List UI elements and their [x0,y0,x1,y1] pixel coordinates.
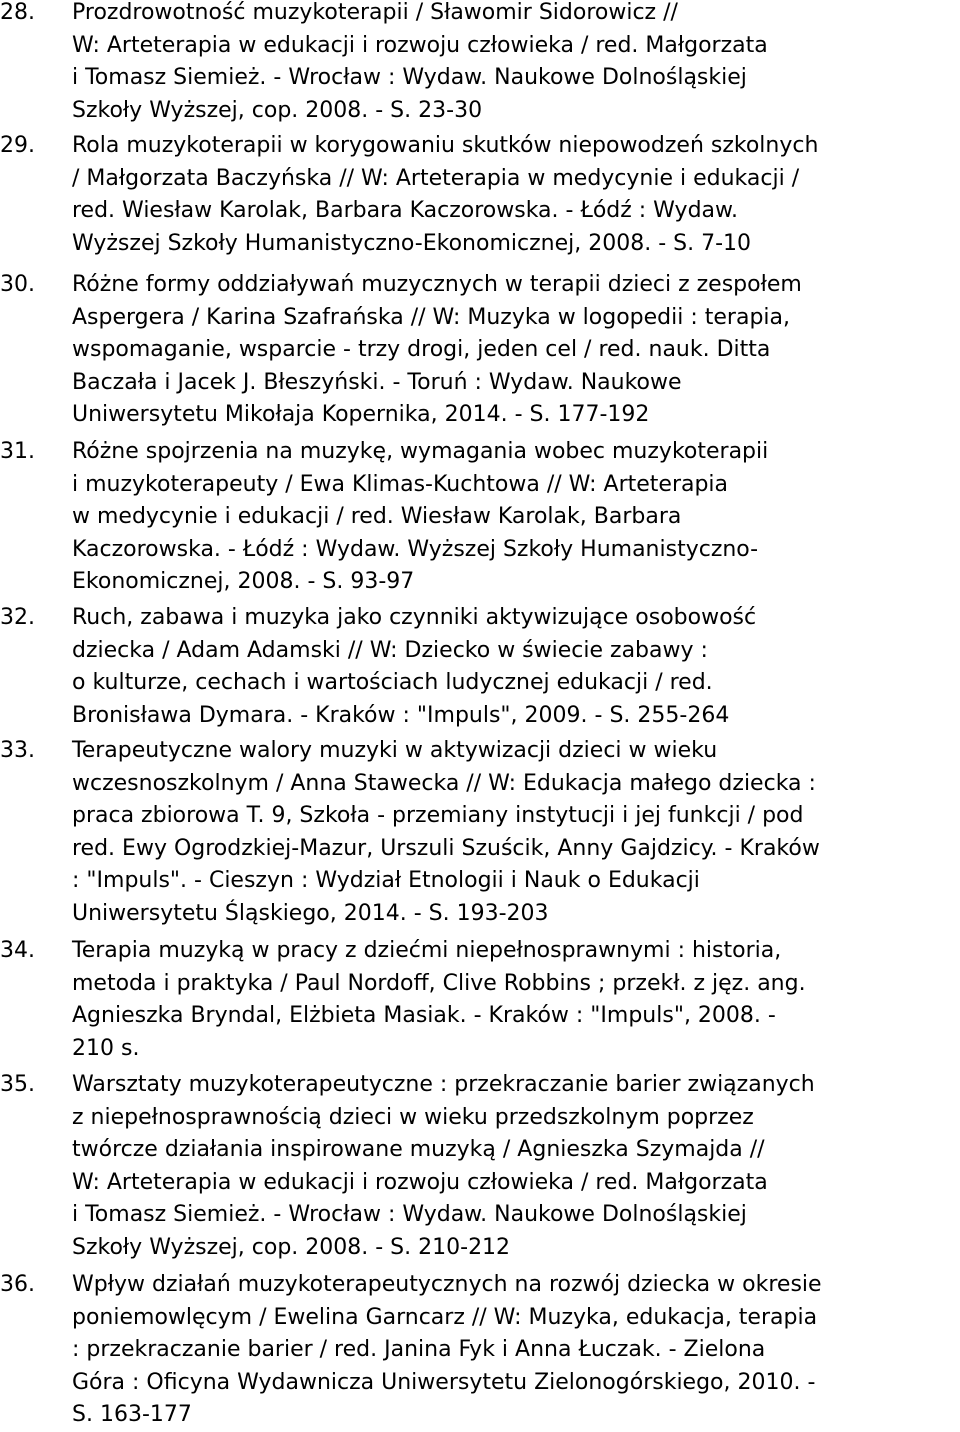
entry-line: red. Wiesław Karolak, Barbara Kaczorowska. - Łódź : Wydaw. [72,198,738,224]
entry-number: 35. [0,1072,35,1097]
entry-number: 29. [0,133,35,158]
entry-line: wspomaganie, wsparcie - trzy drogi, jeden cel / red. nauk. Ditta [72,337,771,363]
entry-number: 30. [0,272,35,297]
entry-number: 32. [0,605,35,630]
entry-number: 31. [0,439,35,464]
entry-text [72,1269,822,1432]
entry-line: 210 s. [72,1035,140,1061]
entry-line: W: Arteterapia w edukacji i rozwoju człowieka / red. Małgorzata [72,32,768,58]
entry-line: : przekraczanie barier / red. Janina Fyk i Anna Łuczak. - Zielona [72,1337,766,1363]
entry-line: o kulturze, cechach i wartościach ludycznej edukacji / red. [72,670,713,696]
entry-line: Ruch, zabawa i muzyka jako czynniki aktywizujące osobowość [72,605,757,630]
entry-line: wczesnoszkolnym / Anna Stawecka // W: Edukacja małego dziecka : [72,770,816,796]
entry-line: Warsztaty muzykoterapeutyczne : przekraczanie barier związanych [72,1072,815,1097]
entry-line: Terapeutyczne walory muzyki w aktywizacji dzieci w wieku [72,738,718,763]
entry-number: 34. [0,938,35,963]
entry-text [72,602,756,732]
entry-line: z niepełnosprawnością dzieci w wieku przedszkolnym poprzez [72,1104,754,1130]
entry-line: twórcze działania inspirowane muzyką / Agnieszka Szymajda // [72,1137,765,1163]
entry-text [72,130,818,260]
entry-line: metoda i praktyka / Paul Nordoff, Clive Robbins ; przekł. z jęz. ang. [72,970,806,996]
entry-line: Góra : Oficyna Wydawnicza Uniwersytetu Zielonogórskiego, 2010. - [72,1369,816,1395]
entry-number: 28. [0,0,35,25]
entry-line: S. 163-177 [72,1402,192,1428]
entry-line: Aspergera / Karina Szafrańska // W: Muzyka w logopedii : terapia, [72,304,791,330]
entry-line: Rola muzykoterapii w korygowaniu skutków niepowodzeń szkolnych [72,133,819,158]
entry-line: W: Arteterapia w edukacji i rozwoju człowieka / red. Małgorzata [72,1169,768,1195]
entry-text [72,1069,815,1265]
entry-line: Uniwersytetu Mikołaja Kopernika, 2014. - S. 177-192 [72,402,650,428]
entry-text [72,735,820,931]
entry-line: w medycynie i edukacji / red. Wiesław Karolak, Barbara [72,504,682,530]
entry-line: : "Impuls". - Cieszyn : Wydział Etnologii i Nauk o Edukacji [72,868,700,894]
entry-line: Terapia muzyką w pracy z dziećmi niepełnosprawnymi : historia, [72,938,782,963]
entry-line: poniemowlęcym / Ewelina Garncarz // W: Muzyka, edukacja, terapia [72,1304,818,1330]
entry-line: Uniwersytetu Śląskiego, 2014. - S. 193-203 [72,900,549,926]
entry-text [72,0,768,127]
entry-line: Ekonomicznej, 2008. - S. 93-97 [72,569,415,595]
entry-text [72,436,768,599]
entry-line: Prozdrowotność muzykoterapii / Sławomir Sidorowicz // [72,0,678,25]
entry-line: i Tomasz Siemież. - Wrocław : Wydaw. Naukowe Dolnośląskiej [72,1202,747,1228]
entry-line: / Małgorzata Baczyńska // W: Arteterapia w medycynie i edukacji / [72,165,800,191]
entry-line: praca zbiorowa T. 9, Szkoła - przemiany instytucji i jej funkcji / pod [72,803,804,829]
entry-line: Różne formy oddziaływań muzycznych w terapii dzieci z zespołem [72,272,802,297]
entry-number: 36. [0,1272,35,1297]
entry-line: Wpływ działań muzykoterapeutycznych na rozwój dziecka w okresie [72,1272,822,1297]
entry-line: red. Ewy Ogrodzkiej-Mazur, Urszuli Szuścik, Anny Gajdzicy. - Kraków [72,835,820,861]
entry-line: Agnieszka Bryndal, Elżbieta Masiak. - Kraków : "Impuls", 2008. - [72,1003,776,1029]
entry-line: Różne spojrzenia na muzykę, wymagania wobec muzykoterapii [72,439,769,464]
entry-line: Szkoły Wyższej, cop. 2008. - S. 210-212 [72,1234,511,1260]
entry-line: Kaczorowska. - Łódź : Wydaw. Wyższej Szkoły Humanistyczno- [72,536,759,562]
entry-line: Baczała i Jacek J. Błeszyński. - Toruń : Wydaw. Naukowe [72,369,682,395]
entry-line: dziecka / Adam Adamski // W: Dziecko w świecie zabawy : [72,637,708,663]
entry-text [72,935,806,1065]
entry-text [72,269,802,432]
entry-line: i muzykoterapeuty / Ewa Klimas-Kuchtowa // W: Arteterapia [72,471,729,497]
entry-line: Bronisława Dymara. - Kraków : "Impuls", 2009. - S. 255-264 [72,702,730,728]
entry-number: 33. [0,738,35,763]
entry-line: Wyższej Szkoły Humanistyczno-Ekonomicznej, 2008. - S. 7-10 [72,230,752,256]
entry-line: Szkoły Wyższej, cop. 2008. - S. 23-30 [72,97,483,123]
entry-line: i Tomasz Siemież. - Wrocław : Wydaw. Naukowe Dolnośląskiej [72,65,747,91]
